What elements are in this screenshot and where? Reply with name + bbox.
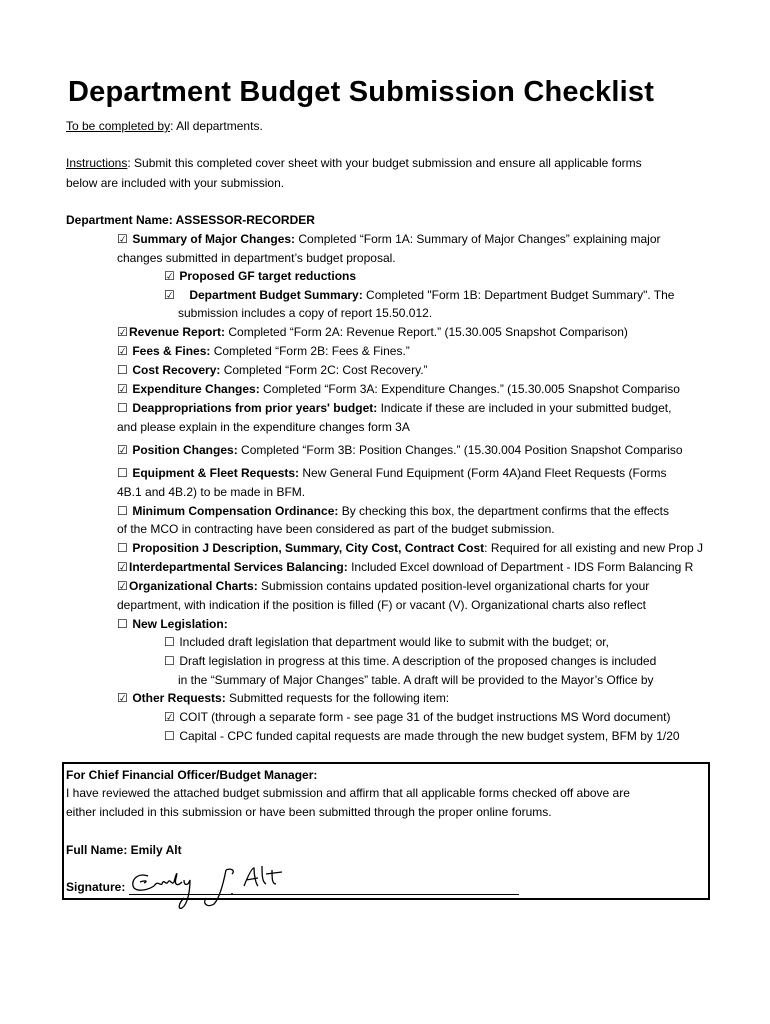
checkbox-checked[interactable]: ☑ [164,710,175,724]
item-equipment-fleet: ☐ Equipment & Fleet Requests: New General Fund Equipment (Form 4A)and Fleet Requests (Forms [117,466,667,480]
item-gf-target-reductions: ☑ Proposed GF target reductions [164,269,357,283]
checkbox-unchecked[interactable]: ☐ [117,541,128,555]
checkbox-checked[interactable]: ☑ [164,269,175,283]
checkbox-checked[interactable]: ☑ [117,344,128,358]
item-deapp-line-2: and please explain in the expenditure changes form 3A [117,420,410,434]
checkbox-checked[interactable]: ☑ [117,443,128,457]
item-organizational-charts: ☑Organizational Charts: Submission contains updated position-level organizational charts for your [117,579,650,593]
item-expenditure-changes: ☑ Expenditure Changes: Completed “Form 3A: Expenditure Changes.” (15.30.005 Snapshot Compariso [117,382,680,396]
instructions-line-1: Instructions: Submit this completed cover sheet with your budget submission and ensure all applicable forms [66,156,642,170]
item-other-requests: ☑ Other Requests: Submitted requests for the following item: [117,691,450,705]
item-minimum-compensation: ☐ Minimum Compensation Ordinance: By checking this box, the department confirms that the effects [117,504,669,518]
completed-by-line [66,118,263,134]
checkbox-checked[interactable]: ☑ [117,560,128,574]
item-cost-recovery: ☐ Cost Recovery: Completed “Form 2C: Cost Recovery.” [117,363,428,377]
checkbox-unchecked[interactable]: ☐ [117,401,128,415]
item-interdepartmental-balancing: ☑Interdepartmental Services Balancing: Included Excel download of Department - IDS Form Balancing R [117,560,694,574]
item-leg2-line-2: in the “Summary of Major Changes” table. A draft will be provided to the Mayor’s Office by [178,673,654,687]
checkbox-unchecked[interactable]: ☐ [117,466,128,480]
item-legislation-in-progress: ☐ Draft legislation in progress at this time. A description of the proposed changes is included [164,654,657,668]
item-summary-line-2: changes submitted in department’s budget proposal. [117,251,396,265]
department-name: Department Name: ASSESSOR-RECORDER [66,213,315,227]
page-title: Department Budget Submission Checklist [68,76,655,108]
completed-by-label: To be completed by [66,119,171,133]
checkbox-checked[interactable]: ☑ [117,691,128,705]
item-org-line-2: department, with indication if the position is filled (F) or vacant (V). Organizational charts also reflect [117,598,646,612]
item-legislation-draft-included: ☐ Included draft legislation that department would like to submit with the budget; or, [164,635,609,649]
signature-label: Signature: [66,880,126,894]
item-dbs-line-2: submission includes a copy of report 15.50.012. [178,306,433,320]
item-summary-major-changes: ☑ Summary of Major Changes: Completed “Form 1A: Summary of Major Changes” explaining major [117,232,661,246]
checkbox-unchecked[interactable]: ☐ [164,729,175,743]
item-mco-line-2: of the MCO in contracting have been considered as part of the budget submission. [117,522,555,536]
item-equip-line-2: 4B.1 and 4B.2) to be made in BFM. [117,485,306,499]
item-fees-fines: ☑ Fees & Fines: Completed “Form 2B: Fees & Fines.” [117,344,410,358]
cfo-heading: For Chief Financial Officer/Budget Manager: [66,768,318,782]
item-new-legislation: ☐ New Legislation: [117,617,228,631]
item-revenue-report: ☑Revenue Report: Completed “Form 2A: Revenue Report.” (15.30.005 Snapshot Comparison) [117,325,628,339]
handwritten-signature [126,864,296,912]
cfo-full-name: Full Name: Emily Alt [66,843,182,857]
checkbox-unchecked[interactable]: ☐ [117,504,128,518]
checkbox-checked[interactable]: ☑ [117,579,128,593]
checkbox-unchecked[interactable]: ☐ [117,363,128,377]
checkbox-checked[interactable]: ☑ [164,288,175,302]
cfo-text-line-2: either included in this submission or have been submitted through the proper online forums. [66,805,552,819]
item-capital: ☐ Capital - CPC funded capital requests are made through the new budget system, BFM by 1/20 [164,729,680,743]
item-proposition-j: ☐ Proposition J Description, Summary, City Cost, Contract Cost: Required for all existing and new Prop J [117,541,703,555]
checkbox-unchecked[interactable]: ☐ [164,635,175,649]
instructions-label: Instructions [66,156,128,170]
instructions-line-2: below are included with your submission. [66,176,285,190]
item-coit: ☑ COIT (through a separate form - see page 31 of the budget instructions MS Word document) [164,710,671,724]
checkbox-checked[interactable]: ☑ [117,325,128,339]
item-deappropriations: ☐ Deappropriations from prior years' budget: Indicate if these are included in your submitted budget, [117,401,672,415]
item-department-budget-summary: ☑ Department Budget Summary: Completed "Form 1B: Department Budget Summary". The [164,288,675,302]
item-position-changes: ☑ Position Changes: Completed “Form 3B: Position Changes.” (15.30.004 Position Snapshot Compariso [117,443,683,457]
completed-by-value: : All departments. [170,119,263,133]
checkbox-unchecked[interactable]: ☐ [164,654,175,668]
checkbox-checked[interactable]: ☑ [117,382,128,396]
checkbox-checked[interactable]: ☑ [117,232,128,246]
checkbox-unchecked[interactable]: ☐ [117,617,128,631]
cfo-text-line-1: I have reviewed the attached budget submission and affirm that all applicable forms checked off above are [66,786,630,800]
